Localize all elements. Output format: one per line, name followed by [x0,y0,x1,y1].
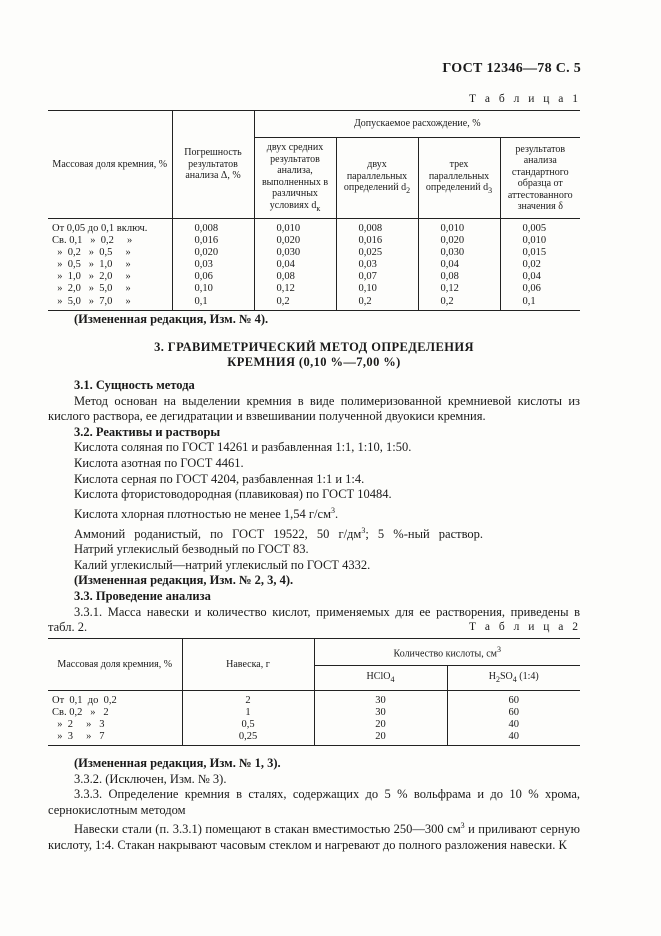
table1-cell-dk: 0,010 [254,219,336,236]
table1-cell-delta: 0,005 [500,219,580,236]
table1-cell-range: » 0,5 » 1,0 » [52,259,131,271]
table1-cell-d3: 0,12 [418,283,500,295]
table2-cell-h2so4: 60 [447,707,580,719]
t2-col-h2so4: $H_2SO_4$ (1:4) [447,666,580,691]
reagent-6: Аммоний роданистый, по ГОСТ 19522, 50 $г/дм^3$; 5 %-ный раствор. [74,525,484,541]
table1-cell-d2: 0,10 [336,283,418,295]
col-d3: трех параллельных определений $d_3$ [418,138,500,219]
table2-cell-sample: 1 [182,707,314,719]
table2-cell-sample: 2 [182,691,314,708]
table1-cell-err: 0,10 [172,283,254,295]
table2-cell-range: » 3 » 7 [48,731,182,746]
col-analysis-error: Погрешность результатов анализа Δ, % [172,111,254,219]
table1-cell-err: 0,020 [172,247,254,259]
table1-cell-dk: 0,12 [254,283,336,295]
table1-cell-err: 0,016 [172,235,254,247]
edit-note-3: (Измененная редакция, Изм. № 1, 3). [74,756,281,770]
table1-row [48,271,580,283]
t2-col-sample: Навеска, г [182,639,314,691]
table1-cell-err: 0,06 [172,271,254,283]
table1-cell-delta: 0,02 [500,259,580,271]
table2-row [48,691,580,708]
col-group-tolerance: Допускаемое расхождение, % [254,111,580,138]
table1-cell-d2: 0,03 [336,259,418,271]
edit-note-2: (Измененная редакция, Изм. № 2, 3, 4). [74,573,294,588]
col-delta: результатов анализа стандартного образца от аттестованного значения δ [500,138,580,219]
table1-cell-range: » 0,2 » 0,5 » [52,247,131,259]
table1-cell-range: » 5,0 » 7,0 » [48,296,172,311]
paragraph-3-3-1: 3.3.1. Масса навески и количество кислот, применяемых для ее растворения, приведены в табл. 2. [48,604,580,635]
table1-cell-delta: 0,04 [500,271,580,283]
table1-cell-d2: 0,07 [336,271,418,283]
table1-cell-dk: 0,04 [254,259,336,271]
table1-cell-d2: 0,2 [336,296,418,311]
t2-col-group-acid: Количество кислоты, $см^3$ [314,639,580,666]
table1-row [48,219,580,236]
reagent-2: Кислота азотная по ГОСТ 4461. [74,455,244,470]
table1-row [48,283,580,295]
table2-row [48,719,580,731]
col-d2: двух параллельных определений $d_2$ [336,138,418,219]
t2-col-hclo4: HClO$_4$ [314,666,447,691]
paragraph-sample-dissolution: Навески стали (п. 3.3.1) помещают в стакан вместимостью 250—300 $см^3$ и приливают серную кислоту, 1:4. Стакан накрывают часовым стеклом и нагревают до полного разложения навески. К [48,821,580,853]
reagent-5: Кислота хлорная плотностью не менее 1,54 $г/см^3$. [74,505,339,521]
table1-cell-d3: 0,030 [418,247,500,259]
table1-row [48,296,580,311]
reagent-7: Натрий углекислый безводный по ГОСТ 83. [74,542,309,557]
subsection-3-3-title: 3.3. Проведение анализа [74,589,211,604]
col-mass-fraction: Массовая доля кремния, % [48,111,172,219]
col-dk: двух средних результатов анализа, выполненных в различных условиях $d_к$ [254,138,336,219]
table1-cell-err: 0,1 [172,296,254,311]
table1-row [48,259,580,271]
table1-cell-d3: 0,020 [418,235,500,247]
reagent-4: Кислота фтористоводородная (плавиковая) по ГОСТ 10484. [74,487,392,502]
table1 [48,110,580,311]
table1-cell-d2: 0,016 [336,235,418,247]
table1-cell-dk: 0,030 [254,247,336,259]
paragraph-3-3-3: 3.3.3. Определение кремния в сталях, содержащих до 5 % вольфрама и до 10 % хрома, сернокислотным методом [48,787,580,817]
table1-cell-d2: 0,025 [336,247,418,259]
table1-cell-delta: 0,1 [500,296,580,311]
table2-cell-range: От 0,1 до 0,2 [52,695,117,706]
reagent-8: Калий углекислый—натрий углекислый по ГОСТ 4332. [74,557,371,572]
table1-cell-dk: 0,08 [254,271,336,283]
table2-row [48,707,580,719]
table1-cell-range: » 1,0 » 2,0 » [52,271,131,283]
section-title-line2: КРЕМНИЯ (0,10 %—7,00 %) [227,355,401,369]
table2-cell-h2so4: 60 [447,691,580,708]
table2-cell-sample: 0,5 [182,719,314,731]
table2-row [48,731,580,746]
table2 [48,638,580,746]
section-title-line1: 3. ГРАВИМЕТРИЧЕСКИЙ МЕТОД ОПРЕДЕЛЕНИЯ [154,340,474,354]
table1-cell-dk: 0,2 [254,296,336,311]
table1-cell-err: 0,008 [172,219,254,236]
table1-cell-delta: 0,06 [500,283,580,295]
page-header: ГОСТ 12346—78 С. 5 [442,61,581,76]
table2-cell-hclo4: 20 [314,719,447,731]
table2-cell-sample: 0,25 [182,731,314,746]
table2-cell-h2so4: 40 [447,731,580,746]
table1-row [48,247,580,259]
table1-cell-range: Св. 0,1 » 0,2 » [52,235,133,247]
table1-cell-range: » 2,0 » 5,0 » [52,283,131,295]
paragraph-3-3-2: 3.3.2. (Исключен, Изм. № 3). [74,771,227,786]
table1-cell-d3: 0,010 [418,219,500,236]
section-3 [48,340,580,636]
edit-note-1: (Измененная редакция, Изм. № 4). [74,312,269,326]
after-table-2 [48,756,580,854]
table2-cell-range: Св. 0,2 » 2 [52,707,109,719]
subsection-3-1-title: 3.1. Сущность метода [74,378,195,392]
reagent-3: Кислота серная по ГОСТ 4204, разбавленная 1:1 и 1:4. [74,471,365,486]
table2-cell-h2so4: 40 [447,719,580,731]
table1-cell-range: От 0,05 до 0,1 включ. [52,223,148,234]
table1-caption: Т а б л и ц а 1 [468,93,581,105]
subsection-3-2-title: 3.2. Реактивы и растворы [74,424,221,439]
table1-cell-err: 0,03 [172,259,254,271]
table2-cell-hclo4: 20 [314,731,447,746]
table1-cell-delta: 0,010 [500,235,580,247]
table1-cell-d2: 0,008 [336,219,418,236]
table1-cell-delta: 0,015 [500,247,580,259]
table1-row [48,235,580,247]
table2-cell-hclo4: 30 [314,707,447,719]
table2-caption: Т а б л и ц а 2 [468,621,581,633]
table1-cell-d3: 0,08 [418,271,500,283]
table1-cell-dk: 0,020 [254,235,336,247]
table2-cell-range: » 2 » 3 [52,719,105,731]
table2-cell-hclo4: 30 [314,691,447,708]
t2-col-mass-fraction: Массовая доля кремния, % [48,639,182,691]
reagent-1: Кислота соляная по ГОСТ 14261 и разбавленная 1:1, 1:10, 1:50. [74,440,412,455]
table1-cell-d3: 0,2 [418,296,500,311]
table1-cell-d3: 0,04 [418,259,500,271]
subsection-3-1-text: Метод основан на выделении кремния в виде полимеризованной кремниевой кислоты из кислого раствора, ее дегидратации и взвешивании полученной двуокиси кремния. [48,393,580,424]
